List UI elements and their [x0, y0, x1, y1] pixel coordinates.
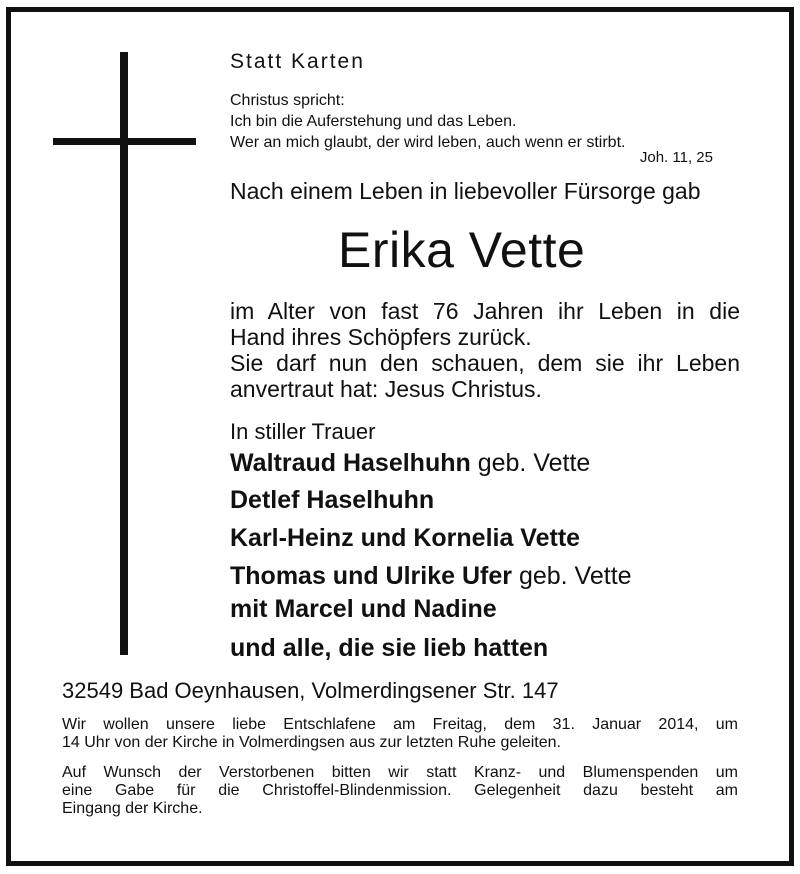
mourner-line: [230, 488, 434, 513]
mourner-name: mit Marcel und Nadine: [230, 595, 497, 623]
verse-reference: Joh. 11, 25: [639, 149, 713, 166]
address: 32549 Bad Oeynhausen, Volmerdingsener Str. 147: [62, 678, 559, 703]
mourning-phrase: In stiller Trauer: [230, 419, 376, 444]
body-line: anvertraut hat: Jesus Christus.: [230, 376, 542, 402]
mourner-name: Thomas und Ulrike Ufer: [230, 562, 512, 590]
body-line: Sie darf nun den schauen, dem sie ihr Leben: [230, 350, 740, 376]
donation-line: Auf Wunsch der Verstorbenen bitten wir statt Kranz- und Blumenspenden um: [62, 764, 738, 781]
mourner-line: [230, 526, 580, 551]
body-line: Hand ihres Schöpfers zurück.: [230, 324, 532, 350]
mourner-name: Detlef Haselhuhn: [230, 486, 435, 514]
donation-line: eine Gabe für die Christoffel-Blindenmission. Gelegenheit dazu besteht am: [62, 782, 738, 799]
mourner-suffix: geb. Vette: [512, 562, 632, 590]
bible-verse: [230, 90, 730, 153]
verse-line: Wer an mich glaubt, der wird leben, auch wenn er stirbt.: [230, 134, 626, 151]
heading: Statt Karten: [230, 50, 365, 73]
deceased-name: Erika Vette: [338, 222, 586, 278]
funeral-line: 14 Uhr von der Kirche in Volmerdingsen aus zur letzten Ruhe geleiten.: [62, 734, 561, 751]
mourner-line: [230, 564, 632, 589]
mourner-line: [230, 451, 590, 476]
mourner-name: Karl-Heinz und Kornelia Vette: [230, 524, 581, 552]
mourner-line: [230, 597, 497, 622]
verse-line: Ich bin die Auferstehung und das Leben.: [230, 113, 517, 130]
donation-info: [62, 764, 738, 818]
latin-cross-icon-bar: [53, 138, 196, 145]
mourner-line: [230, 636, 548, 661]
body-line: im Alter von fast 76 Jahren ihr Leben in die: [230, 298, 740, 324]
obituary-text: [230, 298, 740, 402]
verse-line: Christus spricht:: [230, 92, 345, 109]
mourner-name: und alle, die sie lieb hatten: [230, 634, 549, 662]
funeral-line: Wir wollen unsere liebe Entschlafene am Freitag, dem 31. Januar 2014, um: [62, 716, 738, 733]
intro-line: Nach einem Leben in liebevoller Fürsorge gab: [230, 178, 701, 204]
mourner-suffix: geb. Vette: [470, 449, 591, 477]
mourner-name: Waltraud Haselhuhn: [230, 449, 471, 477]
funeral-info: [62, 716, 738, 752]
donation-line: Eingang der Kirche.: [62, 800, 203, 817]
